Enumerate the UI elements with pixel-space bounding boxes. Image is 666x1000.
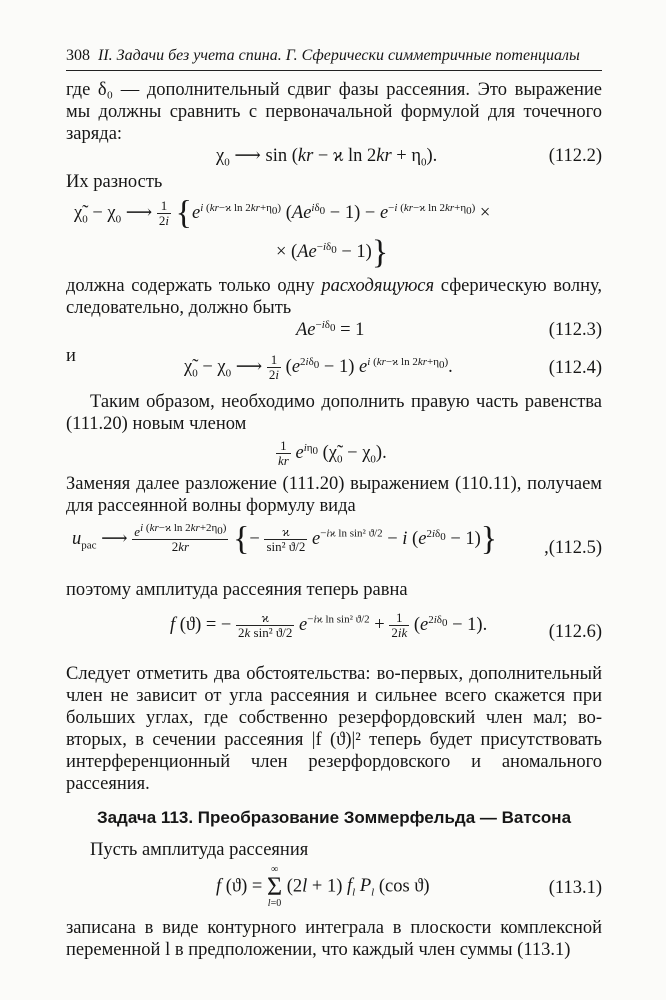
paragraph: поэтому амплитуда рассеяния теперь равна: [66, 580, 408, 600]
page-number: 308: [66, 47, 90, 64]
paragraph: Следует отметить два обстоятельства: во-первых, дополнительный член не зависит от угла рассеяния и сильнее всего скажется при больших углах, где собственно резерфордовский член мал; во-вторых, в сечении рассеяния |f (ϑ)|² теперь будет присутствовать интерференционный член резерфордовского и аномального рассеяния.: [66, 664, 602, 794]
equation-body: $\chĩ_0 - \chi_0$ ⟶ $\frac{1}{2i}$ $(e^{2i\delta_0} - 1)$ $e^{i (kr-ϰ ln 2kr+\eta_0)}$.: [184, 352, 453, 382]
equation-body: f (ϑ) = ∞ Σ l=0 (2l + 1) $f_l$ $P_l$ (cos ϑ): [216, 864, 430, 909]
equation-body: × $(Ae^{-i\delta_0} - 1)$}: [276, 233, 389, 271]
equation-new-term: [66, 435, 602, 473]
equation-body: $\frac{1}{kr}$ $e^{i\eta_0}$ $(\chĩ_0 - \chi_0)$.: [278, 438, 387, 468]
paragraph: Заменяя далее разложение (111.20) выражением (110.11), получаем для рассеянной волны формулу вида: [66, 474, 602, 516]
equation-number: (112.4): [548, 358, 602, 378]
equation-number: (112.6): [548, 622, 602, 642]
equation-difference-cont: [66, 233, 602, 275]
paragraph: Таким образом, необходимо дополнить правую часть равенства (111.20) новым членом: [66, 392, 602, 434]
equation-body: f (ϑ) = − $\frac{ϰ}{\text{2k sin² ϑ/2}}$ $e^{-iϰ ln sin^2 ϑ/2}$ + $\frac{1}{2ik}$ $(e^{2i\delta_0} - 1)$.: [170, 610, 488, 640]
equation-number: ,(112.5): [544, 538, 602, 558]
paragraph: и: [66, 346, 76, 366]
section-title: Задача 113. Преобразование Зоммерфельда — Ватсона: [96, 808, 572, 827]
equation-difference: [66, 193, 602, 241]
paragraph: записана в виде контурного интеграла в плоскости комплексной переменной l в предположении, что каждый член суммы (113.1): [66, 918, 602, 960]
emphasis: расходящуюся: [321, 276, 435, 296]
page: [66, 46, 602, 961]
equation-number: (112.3): [548, 320, 602, 340]
equation-number: (112.2): [548, 146, 602, 166]
running-title: II. Задачи без учета спина. Г. Сферически симметричные потенциалы: [98, 47, 580, 64]
equation-112-2: [66, 145, 602, 171]
equation-number: (113.1): [548, 878, 602, 898]
paragraph: где δ₀ — дополнительный сдвиг фазы рассеяния. Это выражение мы должны сравнить с первоначальной формулой для точечного заряда:: [66, 80, 602, 144]
equation-body: $Ae^{-i\delta_0} = 1$: [296, 318, 365, 340]
paragraph: должна содержать только одну расходящуюся сферическую волну, следовательно, должно быть: [66, 276, 602, 318]
paragraph: Пусть амплитуда рассеяния: [90, 840, 309, 860]
equation-112-4: [66, 351, 602, 385]
equation-113-1: [66, 861, 602, 917]
equation-body: $u_{рас}$ ⟶ $\frac{e^{i (kr-ϰ ln 2kr+2\eta_0)}}{2kr}$ {− $\frac{ϰ}{\text{sin² ϑ/2}}$ $e^{-iϰ ln sin^2 ϑ/2} - i$ $(e^{2i\delta_0} - 1)$}: [72, 520, 498, 558]
equation-body: $\chĩ_0 - \chi_0$ ⟶ $\frac{1}{2i}$ {$e^{i (kr-ϰ ln 2kr+\eta_0)}$ $(Ae^{i\delta_0} - 1) - e^{-i (kr-ϰ ln 2kr+\eta_0)}$ ×: [74, 194, 491, 232]
equation-body: $\chi_0$ ⟶ sin (kr − ϰ $\ln 2kr + \eta_0$).: [216, 146, 438, 169]
running-header: [66, 46, 602, 71]
equation-112-3: [66, 319, 602, 345]
equation-112-5: [66, 517, 602, 579]
equation-112-6: [66, 601, 602, 663]
paragraph: Их разность: [66, 172, 163, 192]
